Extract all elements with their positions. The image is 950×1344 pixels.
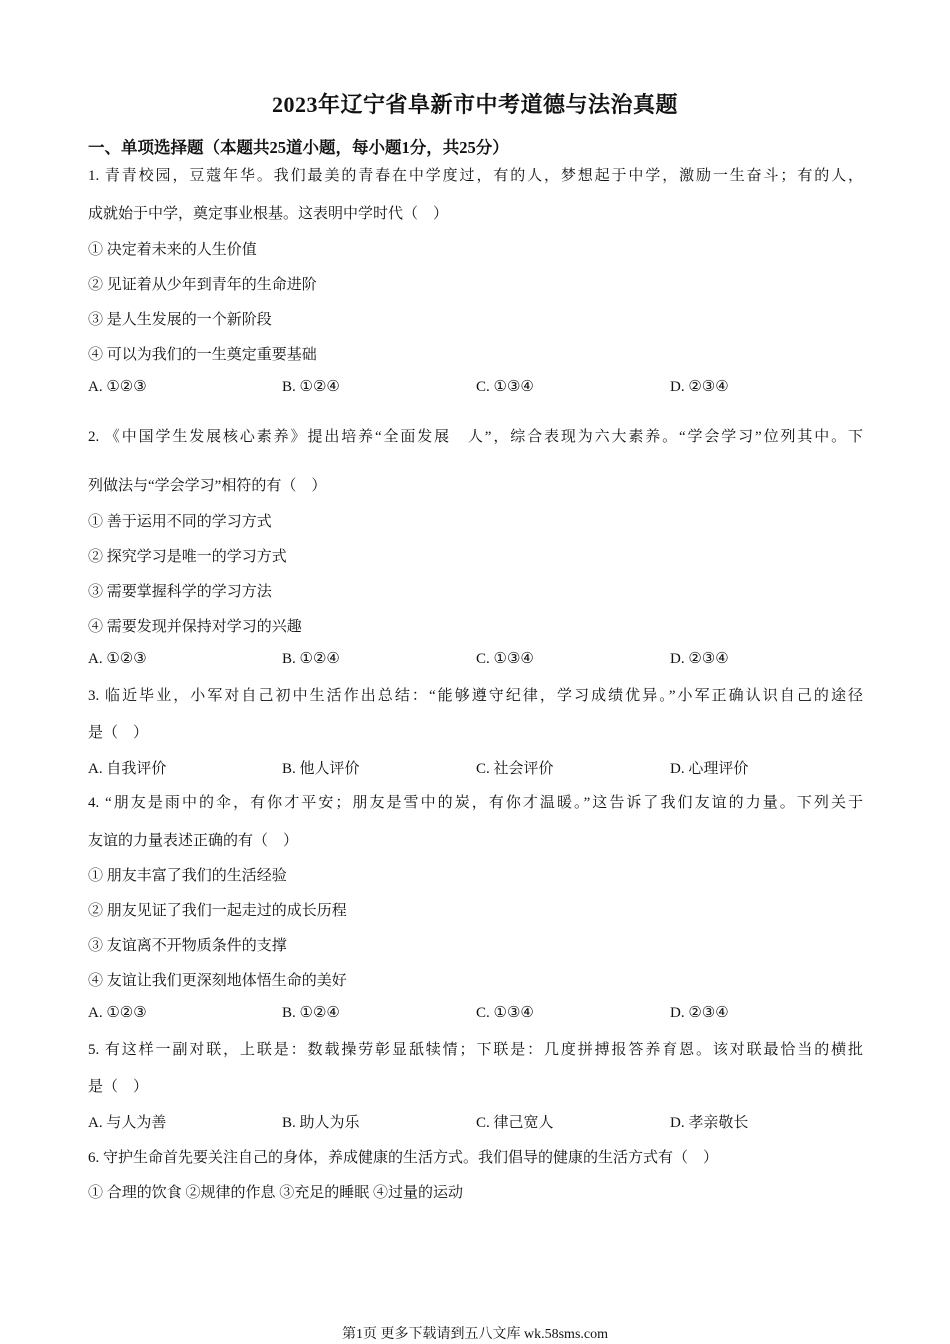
question-1-item-2: ② 见证着从少年到青年的生命进阶 — [88, 277, 317, 293]
option-d: D. ②③④ — [670, 651, 729, 667]
question-4-line-1: 4. “朋友是雨中的伞，有你才平安；朋友是雪中的炭，有你才温暖。”这告诉了我们友谊的力量。下列关于 — [88, 795, 863, 811]
question-4-item-1: ① 朋友丰富了我们的生活经验 — [88, 868, 287, 884]
question-5-options — [88, 1111, 868, 1133]
option-a: A. 自我评价 — [88, 761, 167, 777]
question-1-item-3: ③ 是人生发展的一个新阶段 — [88, 312, 272, 328]
option-a: A. ①②③ — [88, 379, 147, 395]
question-1-options — [88, 377, 868, 399]
question-2-line-2: 列做法与“学会学习”相符的有（ ） — [88, 478, 327, 494]
page-footer: 第1页 更多下载请到五八文库 wk.58sms.com — [342, 1327, 608, 1342]
option-b: B. 他人评价 — [282, 761, 360, 777]
question-2-item-1: ① 善于运用不同的学习方式 — [88, 514, 272, 530]
question-6-line-1: 6. 守护生命首先要关注自己的身体，养成健康的生活方式。我们倡导的健康的生活方式有（ ） — [88, 1150, 719, 1166]
question-1-item-4: ④ 可以为我们的一生奠定重要基础 — [88, 347, 317, 363]
question-2-item-2: ② 探究学习是唯一的学习方式 — [88, 549, 287, 565]
option-d: D. 心理评价 — [670, 761, 749, 777]
option-b: B. 助人为乐 — [282, 1115, 360, 1131]
question-2-item-3: ③ 需要掌握科学的学习方法 — [88, 584, 272, 600]
question-2-item-4: ④ 需要发现并保持对学习的兴趣 — [88, 619, 302, 635]
question-2-options — [88, 649, 868, 671]
question-5-line-1: 5. 有这样一副对联，上联是：数载操劳彰显舐犊情；下联是：几度拼搏报答养育恩。该对联最恰当的横批 — [88, 1042, 863, 1058]
question-4-options — [88, 1003, 868, 1025]
question-3-line-2: 是（ ） — [88, 725, 149, 741]
option-b: B. ①②④ — [282, 1005, 340, 1021]
question-1-line-2: 成就始于中学，奠定事业根基。这表明中学时代（ ） — [88, 206, 449, 222]
option-a: A. ①②③ — [88, 1005, 147, 1021]
option-d: D. 孝亲敬长 — [670, 1115, 749, 1131]
question-3-options — [88, 757, 868, 779]
option-a: A. 与人为善 — [88, 1115, 167, 1131]
question-4-item-3: ③ 友谊离不开物质条件的支撑 — [88, 938, 287, 954]
question-4-line-2: 友谊的力量表述正确的有（ ） — [88, 833, 299, 849]
question-4-item-4: ④ 友谊让我们更深刻地体悟生命的美好 — [88, 973, 347, 989]
question-5-line-2: 是（ ） — [88, 1079, 149, 1095]
option-b: B. ①②④ — [282, 379, 340, 395]
page-title: 2023年辽宁省阜新市中考道德与法治真题 — [271, 92, 678, 117]
option-a: A. ①②③ — [88, 651, 147, 667]
question-2-line-1: 2. 《中国学生发展核心素养》提出培养“全面发展 人”，综合表现为六大素养。“学会学习”位列其中。下 — [88, 429, 863, 445]
question-6-line-2: ① 合理的饮食 ②规律的作息 ③充足的睡眠 ④过量的运动 — [88, 1185, 464, 1201]
option-c: C. ①③④ — [476, 651, 534, 667]
option-c: C. ①③④ — [476, 1005, 534, 1021]
question-4-item-2: ② 朋友见证了我们一起走过的成长历程 — [88, 903, 347, 919]
option-c: C. ①③④ — [476, 379, 534, 395]
question-3-line-1: 3. 临近毕业，小军对自己初中生活作出总结：“能够遵守纪律，学习成绩优异。”小军正确认识自己的途径 — [88, 688, 863, 704]
section-heading: 一、单项选择题（本题共25道小题，每小题1分，共25分） — [88, 138, 509, 157]
option-d: D. ②③④ — [670, 1005, 729, 1021]
question-1-item-1: ① 决定着未来的人生价值 — [88, 242, 257, 258]
option-c: C. 社会评价 — [476, 761, 554, 777]
option-d: D. ②③④ — [670, 379, 729, 395]
question-1-line-1: 1. 青青校园，豆蔻年华。我们最美的青春在中学度过，有的人，梦想起于中学，激励一生奋斗；有的人， — [88, 168, 863, 184]
option-b: B. ①②④ — [282, 651, 340, 667]
option-c: C. 律己宽人 — [476, 1115, 554, 1131]
